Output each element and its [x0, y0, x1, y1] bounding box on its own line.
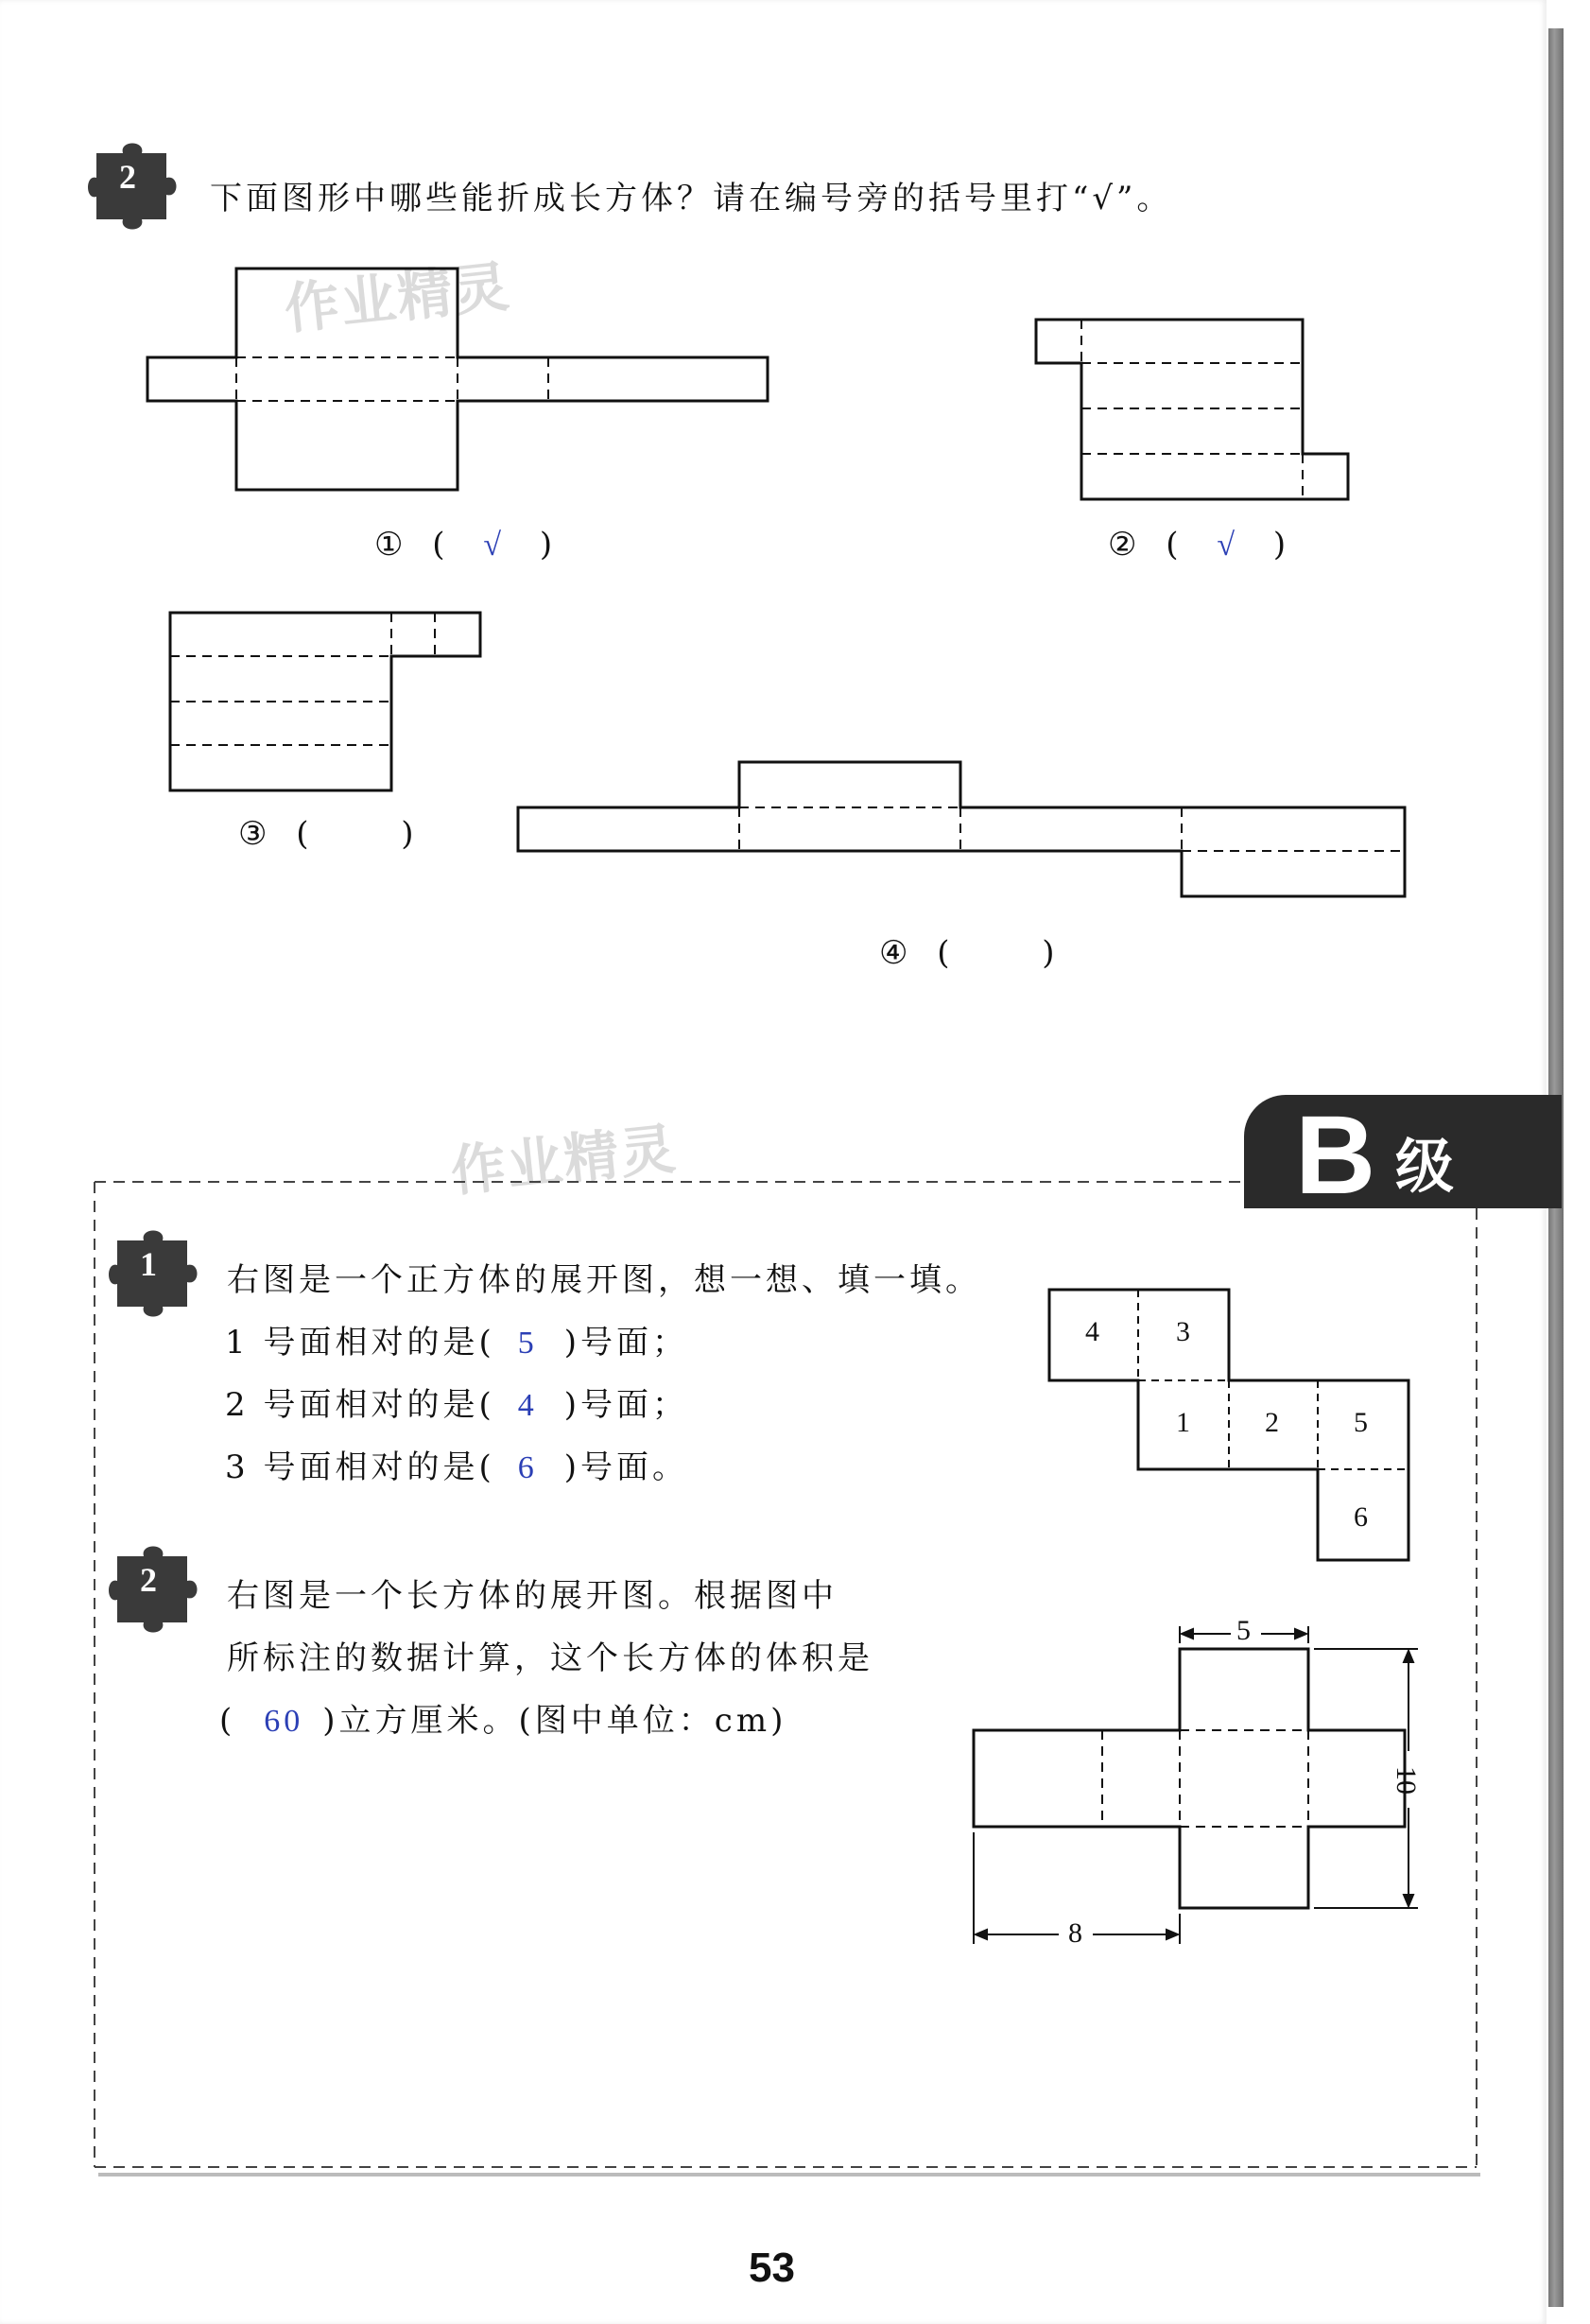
cube-face-label: 6	[1354, 1501, 1368, 1533]
watermark: 作业精灵	[281, 253, 514, 342]
question-prompt: 右图是一个正方体的展开图，想一想、填一填。	[227, 1261, 981, 1299]
question-line-3: ( 60 )立方厘米。(图中单位：cm)	[219, 1702, 787, 1740]
cube-face-label: 4	[1085, 1316, 1099, 1347]
answer-text: 6	[517, 1450, 538, 1485]
cube-face-label: 2	[1265, 1407, 1279, 1438]
level-letter: B	[1295, 1093, 1376, 1218]
dimension-right: 10	[1391, 1766, 1422, 1795]
level-word: 级	[1395, 1132, 1455, 1201]
page-number: 53	[749, 2245, 795, 2291]
answer-text: 4	[517, 1388, 538, 1423]
question-number: 2	[140, 1561, 157, 1599]
dimension-bottom: 8	[1068, 1917, 1082, 1949]
fill-line-2: 2 号面相对的是( 4 )号面；	[225, 1386, 688, 1424]
option-1: ① ( √ )	[374, 526, 557, 564]
answer-text: √	[1217, 528, 1239, 563]
question-line-1: 右图是一个长方体的展开图。根据图中	[227, 1577, 838, 1615]
question-number: 1	[140, 1245, 157, 1283]
fill-line-1: 1 号面相对的是( 5 )号面；	[225, 1324, 688, 1361]
watermark: 作业精灵	[447, 1116, 681, 1205]
option-3: ③ ( )	[238, 815, 418, 853]
answer-text: √	[483, 528, 506, 563]
cube-face-label: 5	[1354, 1407, 1368, 1438]
option-4: ④ ( )	[879, 934, 1059, 972]
option-2: ② ( √ )	[1108, 526, 1290, 564]
question-line-2: 所标注的数据计算，这个长方体的体积是	[227, 1639, 873, 1677]
answer-text: 60	[264, 1704, 304, 1739]
cube-face-label: 3	[1176, 1316, 1190, 1347]
fill-line-3: 3 号面相对的是( 6 )号面。	[225, 1448, 688, 1486]
dimension-top: 5	[1236, 1615, 1251, 1646]
answer-text: 5	[517, 1326, 538, 1361]
question-prompt: 下面图形中哪些能折成长方体？请在编号旁的括号里打“√”。	[210, 180, 1173, 217]
cube-face-label: 1	[1176, 1407, 1190, 1438]
question-number: 2	[119, 158, 136, 196]
